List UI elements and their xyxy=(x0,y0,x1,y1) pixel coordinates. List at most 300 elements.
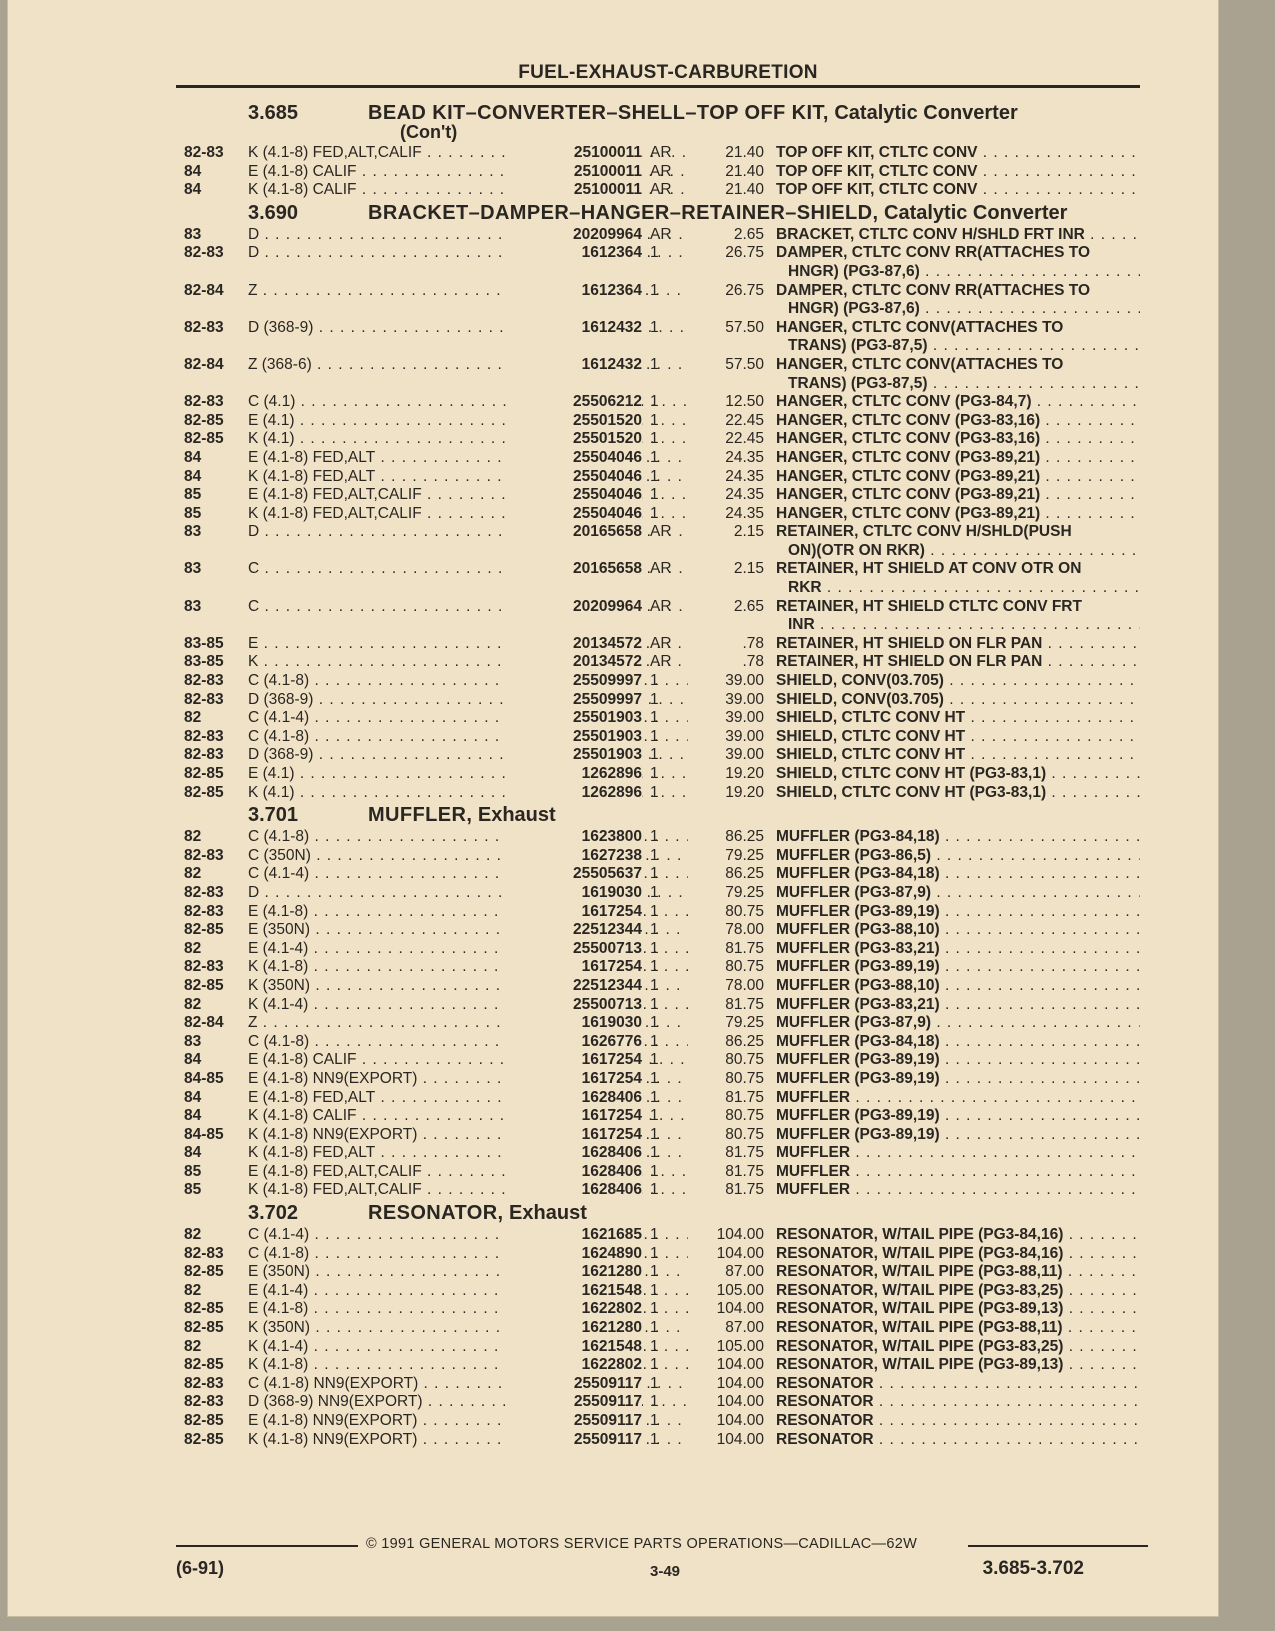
list-price: 80.75 xyxy=(725,1125,764,1143)
model-application: K (350N) . . . xyxy=(248,977,688,996)
header-rule xyxy=(176,85,1140,88)
section-heading xyxy=(176,1200,1140,1226)
model-years: 82-85 xyxy=(184,1300,224,1318)
part-number: 1262896 xyxy=(506,784,642,803)
model-years: 82-84 xyxy=(184,281,224,299)
quantity: 1 xyxy=(650,355,659,373)
description-line: MUFFLER . . . xyxy=(776,1163,1140,1180)
description-line: MUFFLER (PG3-89,19) . . . xyxy=(776,1107,1140,1124)
model-years: 82-83 xyxy=(184,746,224,764)
part-description xyxy=(776,505,1140,524)
description-line: RESONATOR, W/TAIL PIPE (PG3-83,25) . . . xyxy=(776,1282,1140,1299)
list-price: 19.20 xyxy=(725,765,764,782)
part-number: 1628406 xyxy=(506,1181,642,1200)
part-description xyxy=(776,1051,1140,1070)
model-years: 82 xyxy=(184,995,202,1013)
model-application: K (4.1-8) . . . xyxy=(248,958,688,977)
list-price: 78.00 xyxy=(725,921,764,939)
model-application: E (4.1-8) FED,ALT . . . xyxy=(248,1089,688,1108)
list-price: 2.15 xyxy=(733,560,764,578)
footer-page-number: 3-49 xyxy=(650,1563,681,1580)
quantity: 1 xyxy=(650,1374,659,1392)
parts-row xyxy=(176,1089,1140,1108)
model-application: E (4.1-8) NN9(EXPORT) . . . xyxy=(248,1412,688,1431)
part-number: 1622802 xyxy=(506,1356,642,1375)
model-years: 82 xyxy=(184,709,202,727)
parts-row xyxy=(176,1263,1140,1282)
list-price: .78 xyxy=(742,653,764,671)
part-number: 1621280 xyxy=(506,1263,642,1282)
description-continuation: TRANS) (PG3-87,5) . . . xyxy=(776,375,1140,394)
description-line: MUFFLER (PG3-87,9) . . . xyxy=(776,884,1140,901)
parts-row xyxy=(176,1300,1140,1319)
parts-row xyxy=(176,523,1140,560)
list-price: 24.35 xyxy=(725,467,764,485)
parts-row xyxy=(176,1338,1140,1357)
description-line: HANGER, CTLTC CONV (PG3-89,21) . . . xyxy=(776,486,1140,503)
list-price: 57.50 xyxy=(725,318,764,336)
part-description xyxy=(776,1144,1140,1163)
parts-row xyxy=(176,1163,1140,1182)
model-application: C (4.1-8) . . . xyxy=(248,1033,688,1052)
quantity: AR xyxy=(650,162,672,180)
description-line: RETAINER, HT SHIELD AT CONV OTR ON xyxy=(776,560,1082,578)
part-description xyxy=(776,921,1140,940)
parts-row xyxy=(176,1051,1140,1070)
list-price: 21.40 xyxy=(725,181,764,199)
part-number: 25505637 xyxy=(506,865,642,884)
list-price: 105.00 xyxy=(716,1281,764,1299)
part-description xyxy=(776,449,1140,468)
parts-row xyxy=(176,1070,1140,1089)
parts-row xyxy=(176,449,1140,468)
quantity: 1 xyxy=(650,1014,659,1032)
part-description xyxy=(776,1412,1140,1431)
model-years: 84 xyxy=(184,181,202,199)
model-application: E (4.1-8) CALIF . . . xyxy=(248,1051,688,1070)
part-number: 1612364 xyxy=(506,282,642,301)
parts-row xyxy=(176,244,1140,281)
description-line: MUFFLER (PG3-88,10) . . . xyxy=(776,977,1140,994)
parts-row xyxy=(176,996,1140,1015)
list-price: 79.25 xyxy=(725,883,764,901)
part-description xyxy=(776,1338,1140,1357)
part-number: 25509117 xyxy=(506,1412,642,1431)
quantity: 1 xyxy=(650,411,659,429)
part-description xyxy=(776,1014,1140,1033)
description-continuation: ON)(OTR ON RKR) . . . xyxy=(776,542,1140,561)
model-years: 82-83 xyxy=(184,958,224,976)
description-line: RESONATOR, W/TAIL PIPE (PG3-89,13) . . . xyxy=(776,1356,1140,1373)
part-description xyxy=(776,1181,1140,1200)
part-number: 25100011 xyxy=(506,163,642,182)
parts-row xyxy=(176,828,1140,847)
list-price: 86.25 xyxy=(725,1032,764,1050)
description-continuation: RKR . . . xyxy=(776,579,1140,598)
model-years: 82-84 xyxy=(184,1014,224,1032)
footer-copyright: © 1991 GENERAL MOTORS SERVICE PARTS OPERATIONS—CADILLAC—62W xyxy=(366,1536,918,1552)
quantity: AR xyxy=(650,181,672,199)
model-years: 83 xyxy=(184,560,202,578)
model-application: E (4.1-8) . . . xyxy=(248,1300,688,1319)
model-application: K . . . xyxy=(248,653,688,672)
description-line: RESONATOR, W/TAIL PIPE (PG3-84,16) . . . xyxy=(776,1245,1140,1262)
part-number: 1619030 xyxy=(506,884,642,903)
model-application: C (350N) . . . xyxy=(248,847,688,866)
quantity: 1 xyxy=(650,746,659,764)
model-years: 82-85 xyxy=(184,411,224,429)
part-description xyxy=(776,746,1140,765)
part-description xyxy=(776,847,1140,866)
description-line: HANGER, CTLTC CONV (PG3-83,16) . . . xyxy=(776,412,1140,429)
list-price: 80.75 xyxy=(725,1051,764,1069)
model-years: 82 xyxy=(184,1226,202,1244)
list-price: 80.75 xyxy=(725,1069,764,1087)
model-years: 84 xyxy=(184,1107,202,1125)
model-years: 83-85 xyxy=(184,653,224,671)
quantity: 1 xyxy=(650,1144,659,1162)
section-title-lead: BEAD KIT–CONVERTER–SHELL–TOP OFF KIT, xyxy=(368,102,829,124)
part-number: 1626776 xyxy=(506,1033,642,1052)
model-application: C (4.1-8) . . . xyxy=(248,1245,688,1264)
part-description xyxy=(776,1282,1140,1301)
list-price: 104.00 xyxy=(716,1244,764,1262)
part-number: 25501903 xyxy=(506,728,642,747)
model-application: D . . . xyxy=(248,244,688,263)
quantity: 1 xyxy=(650,430,659,448)
quantity: 1 xyxy=(650,281,659,299)
description-line: MUFFLER (PG3-88,10) . . . xyxy=(776,921,1140,938)
parts-row xyxy=(176,1126,1140,1145)
section-title-lead: BRACKET–DAMPER–HANGER–RETAINER–SHIELD, xyxy=(368,201,879,224)
model-years: 82-85 xyxy=(184,1412,224,1429)
part-number: 20165658 xyxy=(506,523,642,542)
model-years: 83 xyxy=(184,225,202,243)
parts-row xyxy=(176,144,1140,163)
section-title-lead: MUFFLER, xyxy=(368,804,473,827)
list-price: 39.00 xyxy=(725,709,764,727)
description-line: DAMPER, CTLTC CONV RR(ATTACHES TO xyxy=(776,281,1091,299)
quantity: AR xyxy=(650,560,672,578)
description-line: RESONATOR, W/TAIL PIPE (PG3-88,11) . . . xyxy=(776,1263,1140,1280)
model-years: 82-83 xyxy=(184,1374,224,1392)
parts-row xyxy=(176,1431,1140,1450)
parts-row xyxy=(176,865,1140,884)
parts-row xyxy=(176,709,1140,728)
parts-row xyxy=(176,412,1140,431)
quantity: AR xyxy=(650,634,672,652)
quantity: 1 xyxy=(650,765,659,782)
model-years: 82-85 xyxy=(184,1356,224,1374)
parts-row xyxy=(176,1014,1140,1033)
list-price: 2.65 xyxy=(733,597,764,615)
part-number: 1628406 xyxy=(506,1163,642,1182)
section-number: 3.701 xyxy=(248,804,299,827)
parts-row xyxy=(176,903,1140,922)
model-years: 82-83 xyxy=(184,672,224,690)
quantity: 1 xyxy=(650,1412,659,1429)
model-years: 83 xyxy=(184,1032,202,1050)
part-description xyxy=(776,412,1140,431)
section-title-tail: Catalytic Converter xyxy=(878,201,1068,224)
part-description xyxy=(776,1070,1140,1089)
model-application: D . . . xyxy=(248,523,688,542)
list-price: 24.35 xyxy=(725,486,764,504)
part-number: 1628406 xyxy=(506,1144,642,1163)
description-line: TOP OFF KIT, CTLTC CONV . . . xyxy=(776,181,1140,198)
part-number: 1628406 xyxy=(506,1089,642,1108)
quantity: 1 xyxy=(650,393,659,411)
description-line: SHIELD, CONV(03.705) . . . xyxy=(776,691,1140,708)
description-line: HANGER, CTLTC CONV (PG3-89,21) . . . xyxy=(776,449,1140,466)
part-number: 25100011 xyxy=(506,144,642,163)
list-price: 104.00 xyxy=(716,1374,764,1392)
description-line: DAMPER, CTLTC CONV RR(ATTACHES TO xyxy=(776,244,1091,262)
parts-row xyxy=(176,884,1140,903)
parts-row xyxy=(176,1282,1140,1301)
quantity: 1 xyxy=(650,244,659,262)
part-number: 25501903 xyxy=(506,746,642,765)
parts-row xyxy=(176,672,1140,691)
model-application: D . . . xyxy=(248,226,688,245)
part-description xyxy=(776,635,1140,654)
model-application: K (4.1) . . . xyxy=(248,784,688,803)
description-line: HANGER, CTLTC CONV (PG3-89,21) . . . xyxy=(776,505,1140,522)
part-number: 25500713 xyxy=(506,940,642,959)
description-line: SHIELD, CTLTC CONV HT . . . xyxy=(776,746,1140,763)
parts-row xyxy=(176,181,1140,200)
parts-row xyxy=(176,319,1140,356)
list-price: 57.50 xyxy=(725,355,764,373)
quantity: 1 xyxy=(650,1032,659,1050)
part-description xyxy=(776,765,1140,784)
model-application: Z . . . xyxy=(248,282,688,301)
parts-row xyxy=(176,226,1140,245)
model-years: 82 xyxy=(184,828,202,846)
section-heading xyxy=(176,100,1140,144)
part-number: 25509997 xyxy=(506,691,642,710)
part-number: 25501520 xyxy=(506,412,642,431)
description-continuation: INR . . . xyxy=(776,616,1140,635)
list-price: 80.75 xyxy=(725,1107,764,1125)
description-line: RESONATOR . . . xyxy=(776,1431,1140,1448)
part-description xyxy=(776,672,1140,691)
model-years: 85 xyxy=(184,1181,202,1199)
description-line: RESONATOR . . . xyxy=(776,1375,1140,1392)
description-line: RESONATOR . . . xyxy=(776,1412,1140,1429)
model-application: K (4.1) . . . xyxy=(248,430,688,449)
model-years: 82-85 xyxy=(184,783,224,801)
model-years: 82-83 xyxy=(184,1244,224,1262)
model-years: 84 xyxy=(184,1088,202,1106)
list-price: 87.00 xyxy=(725,1263,764,1281)
list-price: 21.40 xyxy=(725,162,764,180)
parts-row xyxy=(176,1144,1140,1163)
model-application: E (4.1-4) . . . xyxy=(248,1282,688,1301)
model-years: 84-85 xyxy=(184,1069,224,1087)
part-number: 25504046 xyxy=(506,486,642,505)
model-years: 82 xyxy=(184,939,202,957)
section-title xyxy=(368,804,556,827)
quantity: 1 xyxy=(650,672,659,690)
model-application: D (368-9) . . . xyxy=(248,691,688,710)
parts-row xyxy=(176,1226,1140,1245)
list-price: 79.25 xyxy=(725,1014,764,1032)
model-years: 83-85 xyxy=(184,634,224,652)
description-line: MUFFLER (PG3-89,19) . . . xyxy=(776,1126,1140,1143)
section-title xyxy=(368,102,1018,125)
part-description xyxy=(776,958,1140,977)
quantity: AR xyxy=(650,144,672,161)
list-price: 86.25 xyxy=(725,828,764,846)
parts-row xyxy=(176,486,1140,505)
parts-row xyxy=(176,1107,1140,1126)
quantity: 1 xyxy=(650,1051,659,1069)
part-number: 25501903 xyxy=(506,709,642,728)
quantity: 1 xyxy=(650,1226,659,1244)
model-years: 85 xyxy=(184,504,202,522)
part-number: 20209964 xyxy=(506,598,642,617)
description-line: HANGER, CTLTC CONV(ATTACHES TO xyxy=(776,318,1064,336)
list-price: .78 xyxy=(742,634,764,652)
model-years: 85 xyxy=(184,1162,202,1180)
quantity: 1 xyxy=(650,1088,659,1106)
quantity: 1 xyxy=(650,1244,659,1262)
model-years: 82-83 xyxy=(184,1393,224,1411)
part-description xyxy=(776,1089,1140,1108)
model-years: 83 xyxy=(184,597,202,615)
part-description xyxy=(776,865,1140,884)
parts-row xyxy=(176,977,1140,996)
part-number: 25501520 xyxy=(506,430,642,449)
part-description xyxy=(776,1226,1140,1245)
part-number: 20209964 xyxy=(506,226,642,245)
parts-row xyxy=(176,765,1140,784)
parts-row xyxy=(176,598,1140,635)
section-title-lead: RESONATOR, xyxy=(368,1202,504,1225)
section-number: 3.690 xyxy=(248,201,299,224)
parts-row xyxy=(176,1356,1140,1375)
list-price: 81.75 xyxy=(725,1181,764,1199)
list-price: 2.65 xyxy=(733,225,764,243)
part-description xyxy=(776,356,1140,393)
parts-row xyxy=(176,728,1140,747)
model-years: 82-85 xyxy=(184,430,224,448)
model-application: C (4.1-8) . . . xyxy=(248,828,688,847)
description-line: MUFFLER (PG3-84,18) . . . xyxy=(776,1033,1140,1050)
list-price: 80.75 xyxy=(725,958,764,976)
part-description xyxy=(776,430,1140,449)
description-line: MUFFLER . . . xyxy=(776,1144,1140,1161)
part-number: 1617254 xyxy=(506,1051,642,1070)
part-number: 25509117 xyxy=(506,1375,642,1394)
quantity: 1 xyxy=(650,1393,659,1411)
quantity: 1 xyxy=(650,1319,659,1337)
model-application: K (4.1-4) . . . xyxy=(248,1338,688,1357)
model-application: E (350N) . . . xyxy=(248,921,688,940)
list-price: 24.35 xyxy=(725,504,764,522)
part-description xyxy=(776,828,1140,847)
list-price: 79.25 xyxy=(725,846,764,864)
quantity: AR xyxy=(650,653,672,671)
parts-row xyxy=(176,505,1140,524)
part-number: 1617254 xyxy=(506,1126,642,1145)
list-price: 81.75 xyxy=(725,1162,764,1180)
quantity: 1 xyxy=(650,1337,659,1355)
quantity: 1 xyxy=(650,1281,659,1299)
list-price: 12.50 xyxy=(725,393,764,411)
model-years: 82-83 xyxy=(184,318,224,336)
quantity: 1 xyxy=(650,846,659,864)
part-description xyxy=(776,1263,1140,1282)
parts-row xyxy=(176,847,1140,866)
model-years: 84 xyxy=(184,162,202,180)
model-years: 82-85 xyxy=(184,765,224,782)
list-price: 2.15 xyxy=(733,523,764,541)
model-application: E (4.1-8) CALIF . . . xyxy=(248,163,688,182)
model-application: E (350N) . . . xyxy=(248,1263,688,1282)
list-price: 104.00 xyxy=(716,1412,764,1429)
list-price: 24.35 xyxy=(725,448,764,466)
list-price: 39.00 xyxy=(725,727,764,745)
part-number: 1627238 xyxy=(506,847,642,866)
section-title-tail: Exhaust xyxy=(503,1202,587,1225)
model-years: 82-85 xyxy=(184,921,224,939)
model-application: Z (368-6) . . . xyxy=(248,356,688,375)
description-line: RESONATOR, W/TAIL PIPE (PG3-84,16) . . . xyxy=(776,1226,1140,1243)
model-application: K (4.1-8) CALIF . . . xyxy=(248,1107,688,1126)
model-application: K (4.1-8) CALIF . . . xyxy=(248,181,688,200)
model-application: E (4.1-8) FED,ALT,CALIF . . . xyxy=(248,1163,688,1182)
model-application: D (368-9) . . . xyxy=(248,319,688,338)
description-line: MUFFLER (PG3-84,18) . . . xyxy=(776,865,1140,882)
description-line: TOP OFF KIT, CTLTC CONV . . . xyxy=(776,163,1140,180)
parts-row xyxy=(176,560,1140,597)
model-years: 82-85 xyxy=(184,1319,224,1337)
description-line: HANGER, CTLTC CONV (PG3-83,16) . . . xyxy=(776,430,1140,447)
model-years: 84 xyxy=(184,1144,202,1162)
model-application: C (4.1-4) . . . xyxy=(248,709,688,728)
quantity: 1 xyxy=(650,976,659,994)
quantity: AR xyxy=(650,523,672,541)
section-title-tail: Catalytic Converter xyxy=(828,102,1018,124)
part-number: 1617254 xyxy=(506,1107,642,1126)
list-price: 81.75 xyxy=(725,939,764,957)
parts-row xyxy=(176,921,1140,940)
quantity: 1 xyxy=(650,504,659,522)
description-line: RETAINER, HT SHIELD CTLTC CONV FRT xyxy=(776,597,1082,615)
part-number: 20134572 xyxy=(506,653,642,672)
description-line: HANGER, CTLTC CONV(ATTACHES TO xyxy=(776,355,1064,373)
part-description xyxy=(776,1431,1140,1450)
model-years: 82-83 xyxy=(184,244,224,262)
part-description xyxy=(776,691,1140,710)
model-years: 82-83 xyxy=(184,727,224,745)
part-number: 1621685 xyxy=(506,1226,642,1245)
parts-row xyxy=(176,1375,1140,1394)
list-price: 78.00 xyxy=(725,976,764,994)
part-description xyxy=(776,181,1140,200)
quantity: 1 xyxy=(650,921,659,939)
parts-row xyxy=(176,653,1140,672)
model-years: 82 xyxy=(184,1337,202,1355)
part-number: 25504046 xyxy=(506,505,642,524)
part-number: 1617254 xyxy=(506,903,642,922)
model-years: 82-83 xyxy=(184,883,224,901)
model-application: C (4.1) . . . xyxy=(248,393,688,412)
quantity: AR xyxy=(650,597,672,615)
description-line: SHIELD, CTLTC CONV HT . . . xyxy=(776,709,1140,726)
